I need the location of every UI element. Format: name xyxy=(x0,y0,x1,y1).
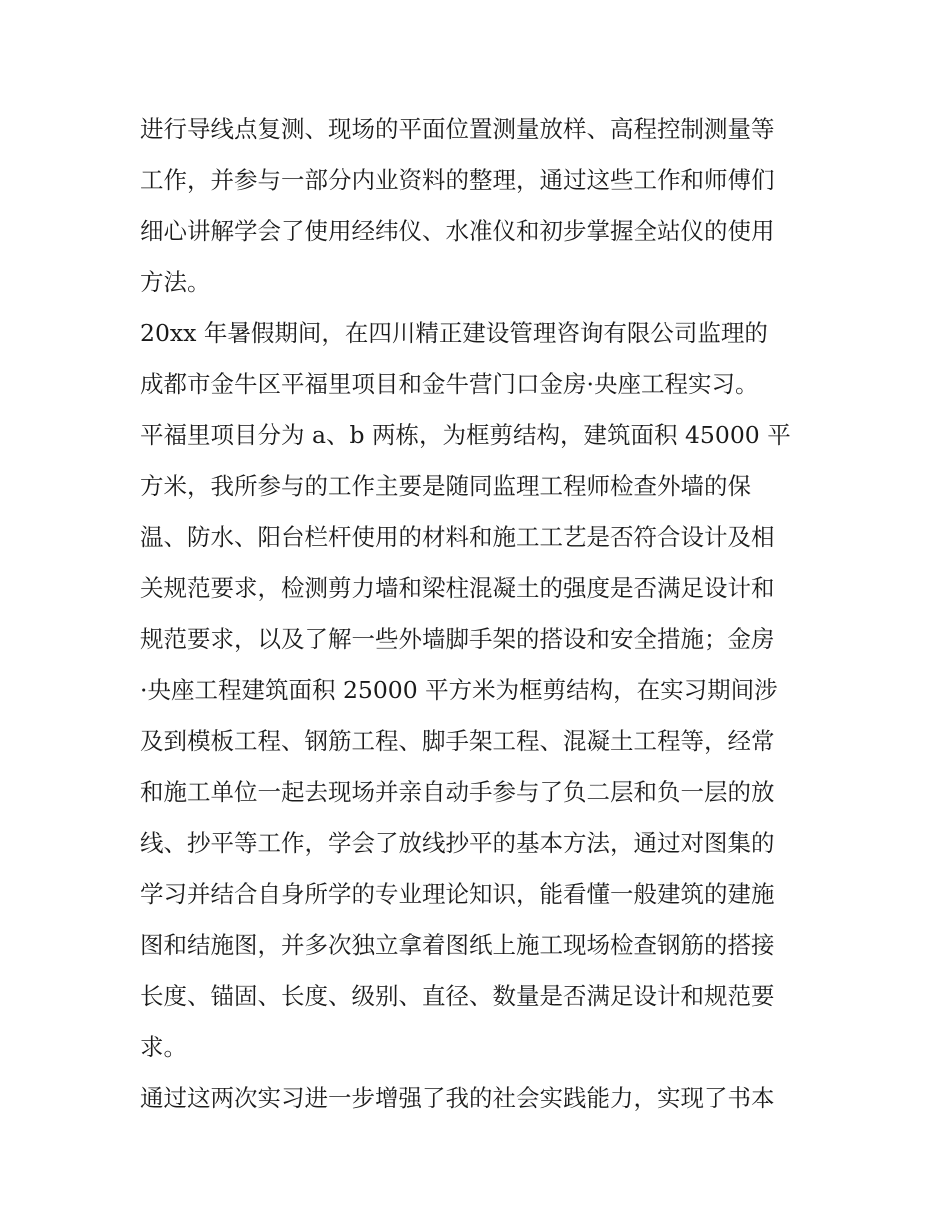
text-line: 求。 xyxy=(140,1033,187,1061)
text-line: ·央座工程建筑面积 25000 平方米为框剪结构，在实习期间涉 xyxy=(140,676,778,704)
text-line: 规范要求，以及了解一些外墙脚手架的搭设和安全措施；金房 xyxy=(140,625,775,653)
text-line: 方米，我所参与的工作主要是随同监理工程师检查外墙的保 xyxy=(140,472,751,500)
paragraph-surveying-work xyxy=(140,104,830,308)
text-line: 平福里项目分为 a、b 两栋，为框剪结构，建筑面积 45000 平 xyxy=(140,421,791,449)
text-line: 细心讲解学会了使用经纬仪、水准仪和初步掌握全站仪的使用 xyxy=(140,217,775,245)
text-line: 图和结施图，并多次独立拿着图纸上施工现场检查钢筋的搭接 xyxy=(140,931,775,959)
text-line: 线、抄平等工作，学会了放线抄平的基本方法，通过对图集的 xyxy=(140,829,775,857)
paragraph-summer-internship xyxy=(140,308,830,1073)
text-line: 进行导线点复测、现场的平面位置测量放样、高程控制测量等 xyxy=(140,115,775,143)
text-line: 和施工单位一起去现场并亲自动手参与了负二层和负一层的放 xyxy=(140,778,775,806)
text-line: 学习并结合自身所学的专业理论知识，能看懂一般建筑的建施 xyxy=(140,880,775,908)
text-line: 方法。 xyxy=(140,268,211,296)
text-line: 20xx 年暑假期间，在四川精正建设管理咨询有限公司监理的 xyxy=(140,319,768,347)
text-line: 成都市金牛区平福里项目和金牛营门口金房·央座工程实习。 xyxy=(140,370,759,398)
paragraph-conclusion xyxy=(140,1073,830,1124)
text-line: 温、防水、阳台栏杆使用的材料和施工工艺是否符合设计及相 xyxy=(140,523,775,551)
text-line: 长度、锚固、长度、级别、直径、数量是否满足设计和规范要 xyxy=(140,982,775,1010)
text-line: 通过这两次实习进一步增强了我的社会实践能力，实现了书本 xyxy=(140,1084,775,1112)
text-line: 关规范要求，检测剪力墙和梁柱混凝土的强度是否满足设计和 xyxy=(140,574,775,602)
text-line: 及到模板工程、钢筋工程、脚手架工程、混凝土工程等，经常 xyxy=(140,727,775,755)
document-body xyxy=(140,104,830,1124)
text-line: 工作，并参与一部分内业资料的整理，通过这些工作和师傅们 xyxy=(140,166,775,194)
